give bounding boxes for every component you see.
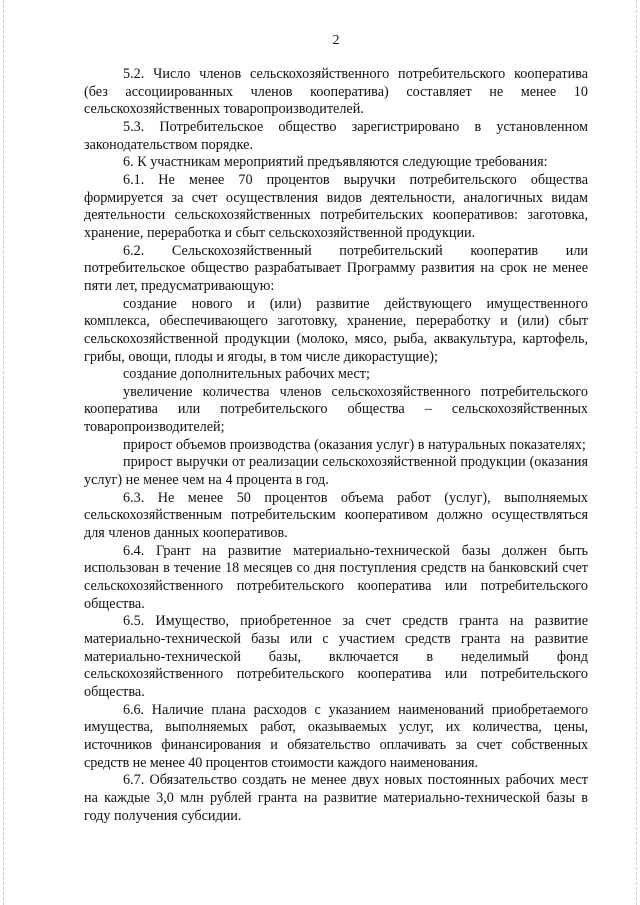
paragraph-5-3: 5.3. Потребительское общество зарегистрировано в установленном законодательством порядке. [84,118,588,153]
list-item-property-complex: создание нового и (или) развитие действующего имущественного комплекса, обеспечивающего заготовку, хранение, переработку и (или) сбыт сельскохозяйственной продукции (молоко, мясо, рыба, аквакультура, картофель, грибы, овощи, плоды и ягоды, в том числе дикорастущие); [84,295,588,365]
paragraph-6-5: 6.5. Имущество, приобретенное за счет средств гранта на развитие материально-технической базы или с участием средств гранта на развитие материально-технической базы, включается в неделимый фонд сельскохозяйственного потребительского кооператива или потребительского общества. [84,613,588,700]
scan-edge-right [636,0,638,905]
list-item-production-growth: прирост объемов производства (оказания услуг) в натуральных показателях; [123,436,586,453]
paragraph-6-3: 6.3. Не менее 50 процентов объема работ (услуг), выполняемых сельскохозяйственным потребительским кооперативом должно осуществляться для членов данных кооперативов. [84,489,588,542]
paragraph-6-2: 6.2. Сельскохозяйственный потребительский кооператив или потребительское общество разрабатывает Программу развития на срок не менее пяти лет, предусматривающую: [84,242,588,294]
paragraph-6-intro: 6. К участникам мероприятий предъявляются следующие требования: [123,154,548,171]
paragraph-5-2: 5.2. Число членов сельскохозяйственного потребительского кооператива (без ассоциированных членов кооператива) составляет не менее 10 сельскохозяйственных товаропроизводителей. [84,66,588,118]
scan-edge-left [3,0,5,905]
list-item-new-jobs: создание дополнительных рабочих мест; [123,366,370,383]
paragraph-6-4: 6.4. Грант на развитие материально-технической базы должен быть использован в течение 18 месяцев со дня поступления средств на банковский счет сельскохозяйственного потребительского кооператива или потребительского общества. [84,542,588,612]
page-number: 2 [332,33,340,48]
paragraph-6-1: 6.1. Не менее 70 процентов выручки потребительского общества формируется за счет осуществления видов деятельности, аналогичных видам деятельности сельскохозяйственных потребительских кооперативов: заготовка, хранение, переработка и сбыт сельскохозяйственной продукции. [84,171,588,241]
document-body [84,66,588,825]
paragraph-6-7: 6.7. Обязательство создать не менее двух новых постоянных рабочих мест на каждые 3,0 млн рублей гранта на развитие материально-технической базы в году получения субсидии. [84,772,588,824]
list-item-members-increase: увеличение количества членов сельскохозяйственного потребительского кооператива или потребительского общества – сельскохозяйственных товаропроизводителей; [84,383,588,436]
list-item-revenue-growth: прирост выручки от реализации сельскохозяйственной продукции (оказания услуг) не менее чем на 4 процента в год. [84,454,588,489]
paragraph-6-6: 6.6. Наличие плана расходов с указанием наименований приобретаемого имущества, выполняемых работ, оказываемых услуг, их количества, цены, источников финансирования и обязательство оплачивать за счет собственных средств не менее 40 процентов стоимости каждого наименования. [84,701,588,771]
